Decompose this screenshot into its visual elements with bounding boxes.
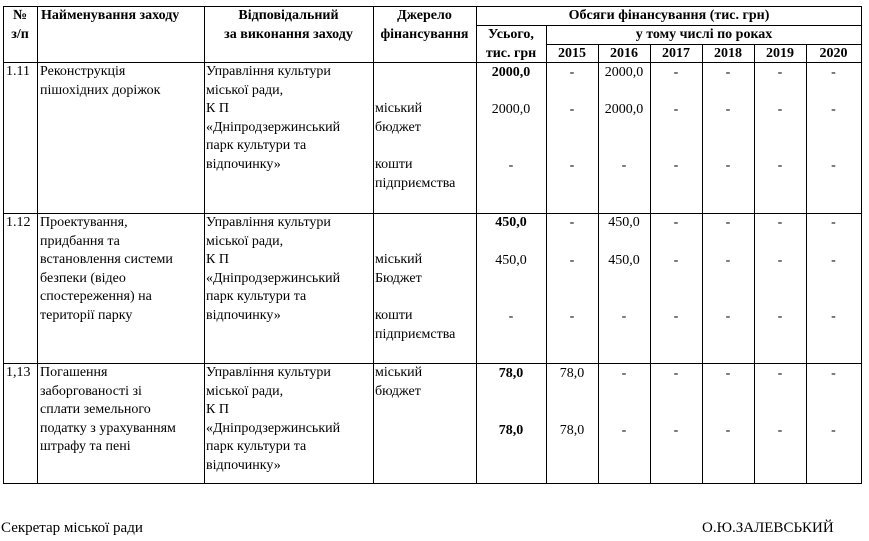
measure-name-line: пішохідних доріжок [40,82,161,98]
funding-source-line: Бюджет [375,270,422,286]
header-total: Усього, [488,27,534,42]
responsible-line: «Дніпродзержинський [206,119,341,135]
grid-line [373,6,374,484]
amount-cell: 450,0 [608,253,640,268]
grid-line [204,6,205,484]
amount-cell: - [621,366,627,381]
funding-source-line: міський [375,252,423,267]
responsible-line: К П [206,252,229,267]
header-num: № [12,8,28,23]
grid-line [37,6,38,484]
amount-cell: - [621,309,627,324]
responsible-line: парк культури та [206,138,307,153]
amount-cell: 2000,0 [491,65,531,80]
header-total-2: тис. грн [485,46,537,61]
amount-cell: - [569,102,575,117]
amount-cell: - [725,215,731,230]
responsible-line: «Дніпродзержинський [206,270,341,286]
measure-name-line: сплати земельного [40,402,151,417]
amount-cell: - [569,158,575,173]
responsible-line: К П [206,402,229,417]
funding-source-line: кошти [375,157,413,172]
amount-cell: - [831,215,836,230]
amount-cell: - [569,309,575,324]
signature-name: О.Ю.ЗАЛЕВСЬКИЙ [702,520,834,536]
responsible-line: К П [206,101,229,116]
amount-cell: 78,0 [498,423,524,438]
amount-cell: - [725,423,731,438]
responsible-line: Управління культури [206,64,331,79]
header-responsible: Відповідальний [238,8,339,23]
funding-source-line: міський [375,365,423,380]
responsible-line: міської ради, [206,233,284,249]
measure-name-line: спостереження) на [40,289,152,304]
amount-cell: - [673,366,679,381]
amount-cell: 450,0 [495,215,527,230]
amount-cell: - [831,309,836,324]
amount-cell: - [831,158,836,173]
amount-cell: - [725,102,731,117]
amount-cell: - [508,158,514,173]
grid-line [3,483,862,484]
amount-cell: 78,0 [559,423,585,438]
amount-cell: - [569,65,575,80]
header-year: 2020 [819,46,848,61]
measure-name-line: безпеки (відео [40,270,126,286]
measure-name-line: штрафу та пені [40,439,131,454]
measure-name-line: встановлення системи [40,252,173,267]
measure-name-line: придбання та [40,233,120,249]
header-source-2: фінансування [380,27,469,42]
row-number: 1.12 [6,215,31,230]
responsible-line: «Дніпродзержинський [206,420,341,436]
responsible-line: міської ради, [206,383,284,399]
funding-source-line: підприємства [375,326,456,342]
amount-cell: - [725,65,731,80]
amount-cell: - [831,65,836,80]
responsible-line: відпочинку» [206,307,281,323]
responsible-line: парк культури та [206,439,307,454]
amount-cell: - [673,102,679,117]
header-year: 2018 [714,46,742,61]
responsible-line: Управління культури [206,215,331,230]
amount-cell: - [777,65,783,80]
amount-cell: - [777,309,783,324]
amount-cell: 2000,0 [604,65,644,80]
measure-name-line: заборгованості зі [40,383,142,399]
amount-cell: 450,0 [608,215,640,230]
amount-cell: - [777,423,783,438]
amount-cell: - [673,423,679,438]
amount-cell: - [508,309,514,324]
responsible-line: парк культури та [206,289,307,304]
grid-line [3,363,862,364]
amount-cell: 2000,0 [604,102,644,117]
row-number: 1,13 [6,365,31,380]
amount-cell: - [831,102,836,117]
header-volume: Обсяги фінансування (тис. грн) [568,8,770,23]
header-year: 2015 [558,46,586,61]
grid-line [3,6,4,484]
funding-source-line: бюджет [375,383,421,399]
header-year: 2017 [662,46,690,61]
amount-cell: - [673,158,679,173]
amount-cell: - [831,423,836,438]
measure-name-line: Проектування, [40,215,128,230]
responsible-line: Управління культури [206,365,331,380]
amount-cell: - [621,158,627,173]
funding-source-line: міський [375,101,423,116]
amount-cell: 78,0 [498,366,524,381]
amount-cell: 2000,0 [491,102,531,117]
amount-cell: - [777,215,783,230]
funding-source-line: підприємства [375,175,456,191]
amount-cell: - [725,366,731,381]
responsible-line: відпочинку» [206,156,281,172]
measure-name-line: Реконструкція [40,64,126,79]
amount-cell: - [621,423,627,438]
measure-name-line: Погашення [40,365,108,380]
funding-source-line: кошти [375,308,413,323]
header-year: 2016 [610,46,638,61]
amount-cell: - [725,253,731,268]
amount-cell: - [725,309,731,324]
amount-cell: - [673,253,679,268]
responsible-line: міської ради, [206,82,284,98]
header-num-2: з/п [11,27,29,42]
measure-name-line: території парку [40,307,133,323]
amount-cell: 78,0 [559,366,585,381]
amount-cell: - [673,65,679,80]
amount-cell: - [831,253,836,268]
funding-source-line: бюджет [375,119,421,135]
grid-line [861,6,862,484]
amount-cell: - [673,215,679,230]
header-source: Джерело [397,8,452,23]
row-number: 1.11 [6,64,30,79]
amount-cell: - [569,215,575,230]
amount-cell: - [725,158,731,173]
amount-cell: - [673,309,679,324]
responsible-line: відпочинку» [206,457,281,473]
amount-cell: - [777,366,783,381]
amount-cell: - [777,102,783,117]
header-by-years: у тому числі по роках [635,27,773,42]
header-name: Найменування заходу [41,8,180,23]
header-responsible-2: за виконання заходу [224,27,353,42]
amount-cell: - [777,253,783,268]
amount-cell: - [569,253,575,268]
header-year: 2019 [766,46,794,61]
amount-cell: - [831,366,836,381]
measure-name-line: податку з урахуванням [40,420,176,436]
amount-cell: - [777,158,783,173]
signature-title: Секретар міської ради [1,520,143,536]
amount-cell: 450,0 [495,253,527,268]
